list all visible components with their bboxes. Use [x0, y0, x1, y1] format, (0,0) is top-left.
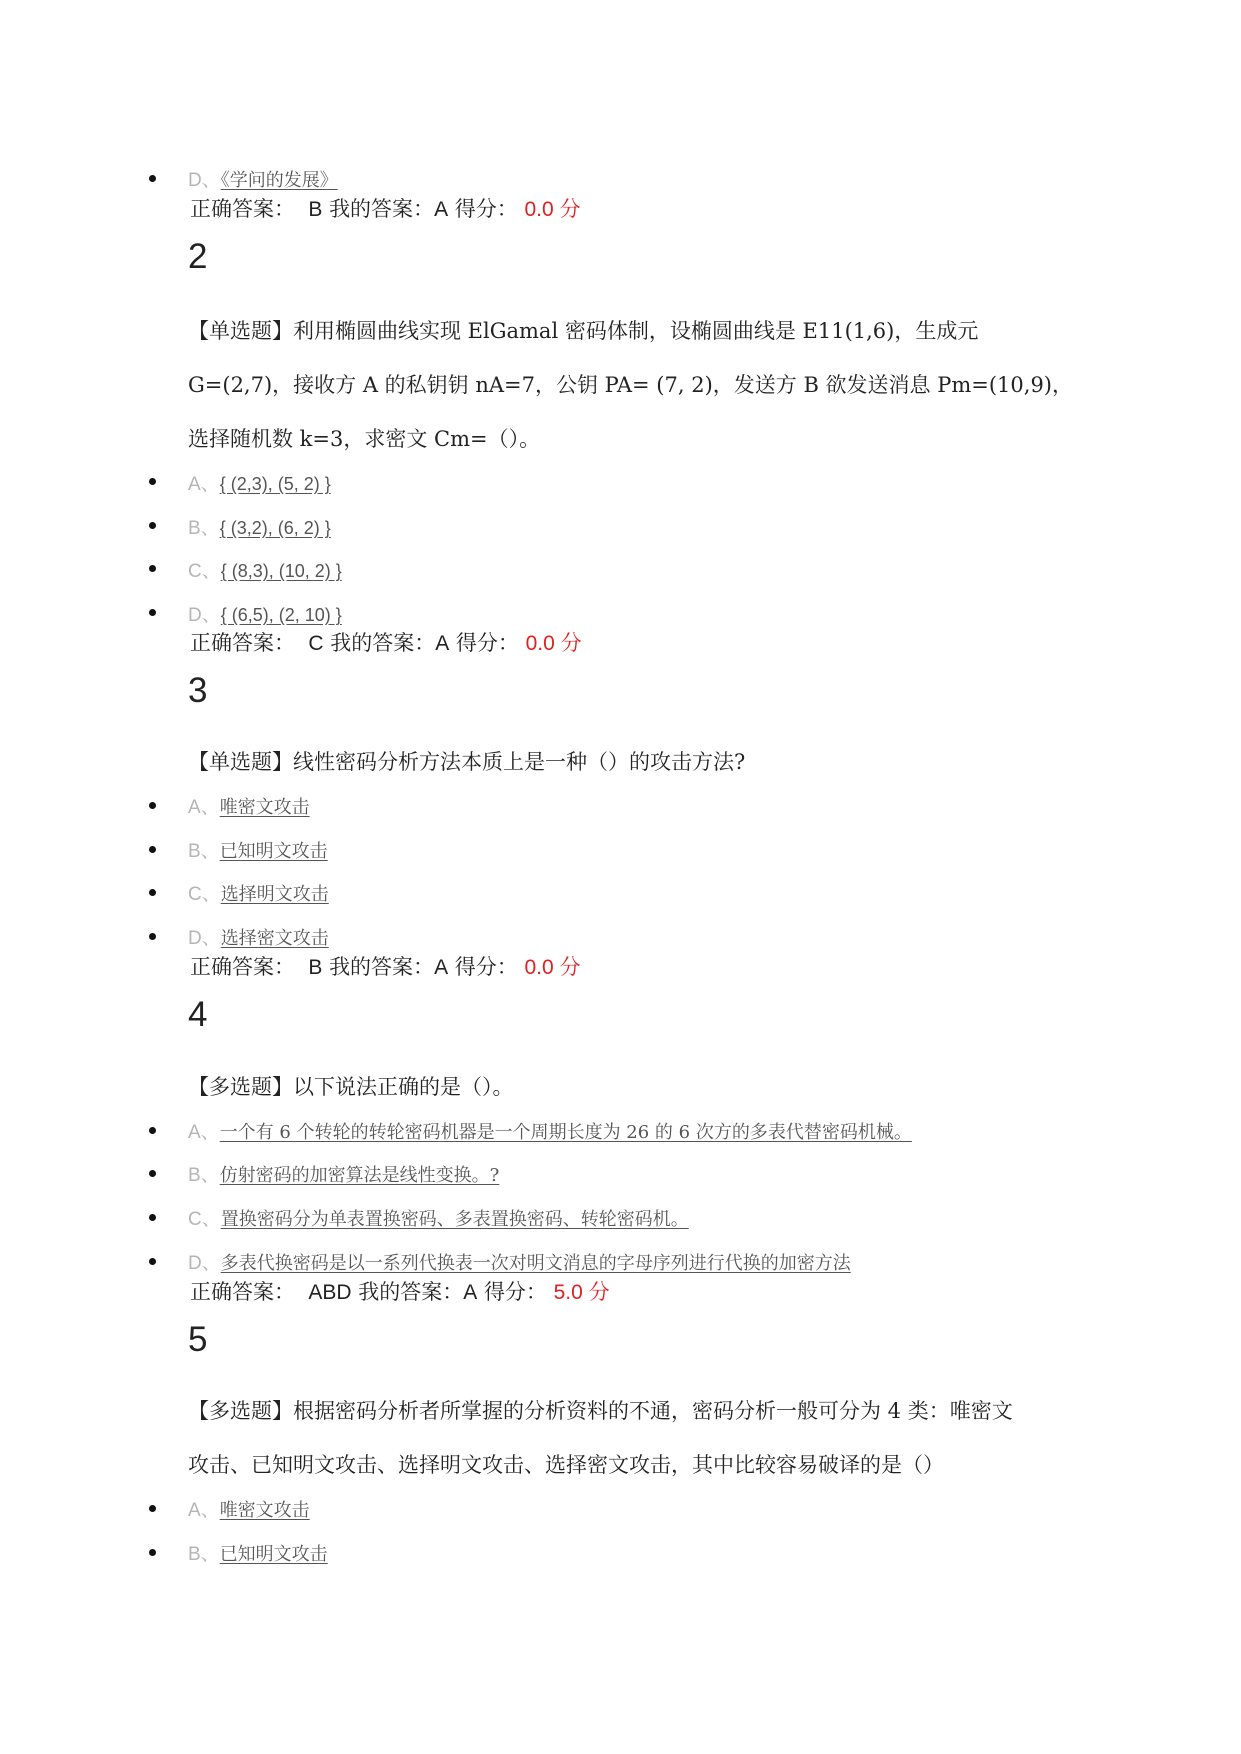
q1-option-d[interactable] [188, 170, 338, 192]
q2-option-b[interactable] [188, 517, 331, 540]
score-value: 0.0 分 [524, 956, 581, 979]
score-label: 得分： [455, 631, 519, 655]
option-text[interactable]: { (8,3), (10, 2) } [220, 561, 342, 581]
option-letter: A、 [188, 474, 220, 495]
bullet-icon [149, 1258, 156, 1265]
score-value: 5.0 分 [553, 1281, 610, 1304]
correct-answer-value: ABD [308, 1281, 352, 1304]
q3-option-d[interactable] [188, 928, 329, 950]
question-type: 【多选题】 [188, 1075, 293, 1099]
question-text: 根据密码分析者所掌握的分析资料的不通，密码分析一般可分为 4 类：唯密文 [293, 1399, 1013, 1423]
correct-answer-label: 正确答案： [190, 955, 295, 979]
q4-answer-line [190, 1279, 610, 1306]
q1-answer-line [190, 196, 580, 223]
score-value: 0.0 分 [525, 632, 582, 655]
question-stem-line: 攻击、已知明文攻击、选择明文攻击、选择密文攻击，其中比较容易破译的是（） [188, 1453, 944, 1477]
bullet-icon [149, 802, 156, 809]
bullet-icon [149, 846, 156, 853]
my-answer-value: A [435, 632, 450, 655]
option-letter: C、 [188, 1209, 221, 1230]
bullet-icon [149, 1214, 156, 1221]
correct-answer-value: C [308, 632, 324, 655]
q5-option-b[interactable] [188, 1544, 328, 1566]
question-stem-line [188, 1398, 1013, 1424]
option-letter: A、 [188, 1122, 220, 1143]
question-stem-line [188, 318, 978, 344]
my-answer-label: 我的答案： [329, 197, 435, 221]
option-text[interactable]: 选择明文攻击 [220, 884, 329, 905]
option-text[interactable]: 《学问的发展》 [220, 170, 338, 191]
option-text[interactable]: 多表代换密码是以一系列代换表一次对明文消息的字母序列进行代换的加密方法 [220, 1253, 851, 1274]
bullet-icon [149, 1127, 156, 1134]
option-text[interactable]: 已知明文攻击 [219, 1544, 328, 1565]
score-label: 得分： [483, 1280, 547, 1304]
option-letter: C、 [188, 561, 221, 582]
option-letter: B、 [188, 841, 220, 862]
q4-option-d[interactable] [188, 1253, 851, 1275]
question-type: 【单选题】 [188, 750, 293, 774]
option-text[interactable]: 唯密文攻击 [219, 797, 310, 818]
option-letter: D、 [188, 928, 221, 949]
q4-option-c[interactable] [188, 1209, 689, 1231]
q3-option-b[interactable] [188, 841, 328, 863]
bullet-icon [149, 478, 156, 485]
question-number: 3 [188, 671, 208, 710]
q2-option-d[interactable] [188, 604, 342, 627]
option-text[interactable]: 置换密码分为单表置换密码、多表置换密码、转轮密码机。 [220, 1209, 689, 1230]
bullet-icon [149, 933, 156, 940]
option-letter: A、 [188, 1500, 220, 1521]
q2-option-a[interactable] [188, 473, 331, 496]
bullet-icon [149, 1549, 156, 1556]
my-answer-value: A [434, 198, 449, 221]
score-label: 得分： [454, 955, 518, 979]
bullet-icon [149, 522, 156, 529]
question-text: 利用椭圆曲线实现 ElGamal 密码体制，设椭圆曲线是 E11(1,6)，生成元 [293, 319, 979, 343]
q2-option-c[interactable] [188, 560, 342, 583]
q5-option-a[interactable] [188, 1500, 310, 1522]
option-text[interactable]: { (2,3), (5, 2) } [219, 474, 331, 494]
question-number: 4 [188, 995, 208, 1034]
question-stem-line: G=(2,7)，接收方 A 的私钥钥 nA=7，公钥 PA= (7, 2)，发送方 B 欲发送消息 Pm=(10,9)， [188, 373, 1074, 397]
question-type: 【单选题】 [188, 319, 293, 343]
bullet-icon [149, 175, 156, 182]
q2-answer-line [190, 630, 582, 657]
option-text[interactable]: 已知明文攻击 [219, 841, 328, 862]
q3-option-a[interactable] [188, 797, 310, 819]
option-text[interactable]: 选择密文攻击 [220, 928, 329, 949]
my-answer-value: A [434, 956, 449, 979]
correct-answer-label: 正确答案： [190, 631, 295, 655]
q4-option-b[interactable] [188, 1165, 499, 1187]
correct-answer-value: B [308, 198, 323, 221]
my-answer-value: A [463, 1281, 478, 1304]
bullet-icon [149, 565, 156, 572]
option-text[interactable]: 一个有 6 个转轮的转轮密码机器是一个周期长度为 26 的 6 次方的多表代替密码机械。 [219, 1122, 912, 1143]
option-letter: D、 [188, 170, 221, 191]
option-text[interactable]: { (3,2), (6, 2) } [219, 518, 331, 538]
q3-option-c[interactable] [188, 884, 329, 906]
question-type: 【多选题】 [188, 1399, 293, 1423]
question-stem-line: 选择随机数 k=3，求密文 Cm=（）。 [188, 427, 541, 451]
option-letter: D、 [188, 605, 221, 626]
option-text[interactable]: 仿射密码的加密算法是线性变换。? [219, 1165, 500, 1186]
question-stem-line [188, 1074, 514, 1100]
my-answer-label: 我的答案： [358, 1280, 464, 1304]
correct-answer-label: 正确答案： [190, 1280, 295, 1304]
bullet-icon [149, 1170, 156, 1177]
my-answer-label: 我的答案： [330, 631, 436, 655]
bullet-icon [149, 609, 156, 616]
option-letter: B、 [188, 1165, 220, 1186]
question-stem-line [188, 749, 745, 775]
option-letter: A、 [188, 797, 220, 818]
question-text: 以下说法正确的是（）。 [293, 1075, 514, 1099]
bullet-icon [149, 889, 156, 896]
question-number: 5 [188, 1320, 208, 1359]
correct-answer-label: 正确答案： [190, 197, 295, 221]
score-label: 得分： [454, 197, 518, 221]
q4-option-a[interactable] [188, 1122, 912, 1144]
my-answer-label: 我的答案： [329, 955, 435, 979]
bullet-icon [149, 1505, 156, 1512]
question-number: 2 [188, 237, 208, 276]
option-text[interactable]: { (6,5), (2, 10) } [220, 605, 342, 625]
option-text[interactable]: 唯密文攻击 [219, 1500, 310, 1521]
option-letter: C、 [188, 884, 221, 905]
option-letter: B、 [188, 1544, 220, 1565]
correct-answer-value: B [308, 956, 323, 979]
q3-answer-line [190, 954, 580, 981]
option-letter: B、 [188, 518, 220, 539]
option-letter: D、 [188, 1253, 221, 1274]
score-value: 0.0 分 [524, 198, 581, 221]
question-text: 线性密码分析方法本质上是一种（）的攻击方法? [293, 750, 746, 774]
